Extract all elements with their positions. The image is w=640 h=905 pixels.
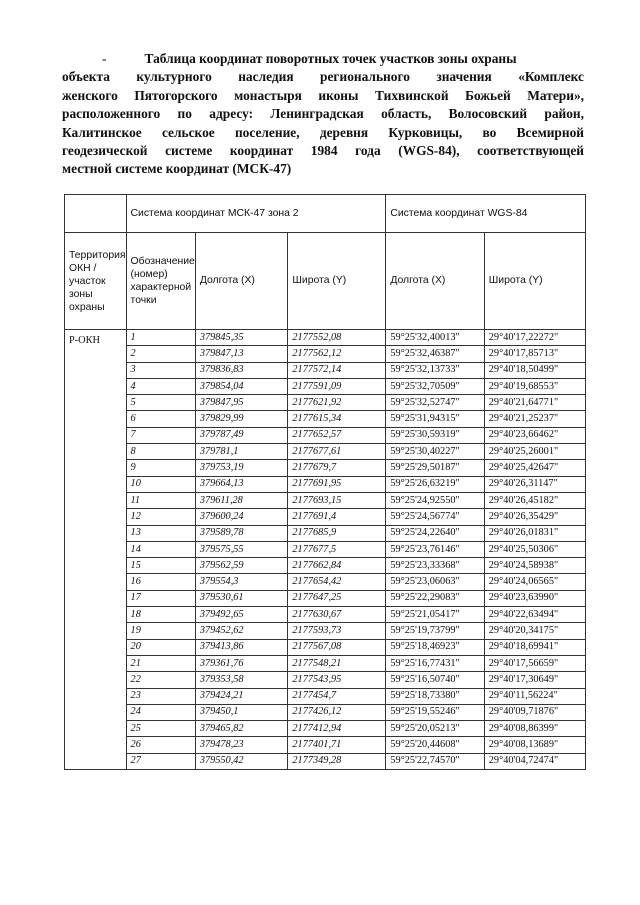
msk-y-cell: 2177662,84 bbox=[288, 558, 386, 574]
msk-y-cell: 2177621,92 bbox=[288, 395, 386, 411]
point-number-cell: 11 bbox=[126, 492, 195, 508]
wgs-x-cell: 59°25'32,52747" bbox=[386, 395, 484, 411]
table-row bbox=[65, 525, 586, 541]
point-number-cell: 15 bbox=[126, 558, 195, 574]
msk-x-cell: 379664,13 bbox=[195, 476, 288, 492]
msk-x-cell: 379611,28 bbox=[195, 492, 288, 508]
wgs-y-cell: 29°40'08,86399" bbox=[484, 721, 585, 737]
wgs-y-cell: 29°40'24,06565" bbox=[484, 574, 585, 590]
msk-x-cell: 379550,42 bbox=[195, 753, 288, 769]
msk-y-cell: 2177548,21 bbox=[288, 655, 386, 671]
point-number-cell: 16 bbox=[126, 574, 195, 590]
heading-line-5: Калитинское сельское поселение, деревня Курковицы, во Всемирной bbox=[62, 124, 584, 140]
wgs-x-cell: 59°25'23,06063" bbox=[386, 574, 484, 590]
msk-x-cell: 379845,35 bbox=[195, 330, 288, 346]
table-row bbox=[65, 476, 586, 492]
wgs-x-cell: 59°25'31,94315" bbox=[386, 411, 484, 427]
msk-x-cell: 379530,61 bbox=[195, 590, 288, 606]
wgs-y-cell: 29°40'25,50306" bbox=[484, 541, 585, 557]
wgs-y-cell: 29°40'11,56224" bbox=[484, 688, 585, 704]
msk-x-cell: 379361,76 bbox=[195, 655, 288, 671]
wgs-y-cell: 29°40'25,26001" bbox=[484, 444, 585, 460]
table-row bbox=[65, 737, 586, 753]
wgs-y-cell: 29°40'23,66462" bbox=[484, 427, 585, 443]
msk-y-cell: 2177543,95 bbox=[288, 672, 386, 688]
wgs-y-cell: 29°40'23,63990" bbox=[484, 590, 585, 606]
table-group-header-row bbox=[65, 195, 586, 233]
point-number-cell: 13 bbox=[126, 525, 195, 541]
msk-y-cell: 2177691,4 bbox=[288, 509, 386, 525]
table-row bbox=[65, 672, 586, 688]
msk-y-cell: 2177647,25 bbox=[288, 590, 386, 606]
heading-line-2: объекта культурного наследия регионального значения «Комплекс bbox=[62, 69, 584, 85]
msk-y-cell: 2177652,57 bbox=[288, 427, 386, 443]
msk-x-cell: 379450,1 bbox=[195, 704, 288, 720]
msk-x-cell: 379478,23 bbox=[195, 737, 288, 753]
wgs-x-cell: 59°25'22,29083" bbox=[386, 590, 484, 606]
wgs-y-cell: 29°40'26,31147" bbox=[484, 476, 585, 492]
territory-cell: Р-ОКН bbox=[65, 330, 127, 770]
table-row bbox=[65, 509, 586, 525]
wgs-y-cell: 29°40'26,45182" bbox=[484, 492, 585, 508]
col-header-msk-x: Долгота (X) bbox=[195, 233, 288, 330]
msk-x-cell: 379492,65 bbox=[195, 607, 288, 623]
table-row bbox=[65, 655, 586, 671]
point-number-cell: 17 bbox=[126, 590, 195, 606]
table-row bbox=[65, 753, 586, 769]
msk-y-cell: 2177572,14 bbox=[288, 362, 386, 378]
msk-y-cell: 2177677,5 bbox=[288, 541, 386, 557]
wgs-x-cell: 59°25'23,76146" bbox=[386, 541, 484, 557]
msk-y-cell: 2177693,15 bbox=[288, 492, 386, 508]
msk-x-cell: 379452,62 bbox=[195, 623, 288, 639]
wgs-y-cell: 29°40'18,50499" bbox=[484, 362, 585, 378]
wgs-x-cell: 59°25'16,50740" bbox=[386, 672, 484, 688]
table-column-header-row bbox=[65, 233, 586, 330]
table-row bbox=[65, 444, 586, 460]
wgs-x-cell: 59°25'19,73799" bbox=[386, 623, 484, 639]
table-row bbox=[65, 704, 586, 720]
heading-line-4: расположенного по адресу: Ленинградская область, Волосовский район, bbox=[62, 106, 584, 122]
msk-x-cell: 379554,3 bbox=[195, 574, 288, 590]
wgs-x-cell: 59°25'22,74570" bbox=[386, 753, 484, 769]
table-row bbox=[65, 574, 586, 590]
wgs-y-cell: 29°40'08,13689" bbox=[484, 737, 585, 753]
wgs-y-cell: 29°40'18,69941" bbox=[484, 639, 585, 655]
col-header-wgs-y: Широта (Y) bbox=[484, 233, 585, 330]
point-number-cell: 25 bbox=[126, 721, 195, 737]
wgs-x-cell: 59°25'29,50187" bbox=[386, 460, 484, 476]
wgs-y-cell: 29°40'09,71876" bbox=[484, 704, 585, 720]
table-row bbox=[65, 623, 586, 639]
table-row bbox=[65, 688, 586, 704]
wgs-x-cell: 59°25'21,05417" bbox=[386, 607, 484, 623]
point-number-cell: 1 bbox=[126, 330, 195, 346]
col-header-territory: Территория ОКН / участок зоны охраны bbox=[65, 233, 127, 330]
point-number-cell: 27 bbox=[126, 753, 195, 769]
point-number-cell: 9 bbox=[126, 460, 195, 476]
wgs-x-cell: 59°25'32,70509" bbox=[386, 378, 484, 394]
msk-y-cell: 2177691,95 bbox=[288, 476, 386, 492]
document-heading bbox=[62, 50, 584, 179]
wgs-y-cell: 29°40'21,64771" bbox=[484, 395, 585, 411]
wgs-y-cell: 29°40'22,63494" bbox=[484, 607, 585, 623]
heading-line-3: женского Пятогорского монастыря иконы Тихвинской Божьей Матери», bbox=[62, 87, 584, 103]
msk-y-cell: 2177349,28 bbox=[288, 753, 386, 769]
msk-x-cell: 379589,78 bbox=[195, 525, 288, 541]
col-header-wgs-x: Долгота (X) bbox=[386, 233, 484, 330]
point-number-cell: 14 bbox=[126, 541, 195, 557]
wgs-y-cell: 29°40'04,72474" bbox=[484, 753, 585, 769]
point-number-cell: 3 bbox=[126, 362, 195, 378]
wgs-y-cell: 29°40'20,34175" bbox=[484, 623, 585, 639]
msk-y-cell: 2177679,7 bbox=[288, 460, 386, 476]
wgs-y-cell: 29°40'17,56659" bbox=[484, 655, 585, 671]
msk-y-cell: 2177412,94 bbox=[288, 721, 386, 737]
wgs-y-cell: 29°40'26,35429" bbox=[484, 509, 585, 525]
table-row bbox=[65, 639, 586, 655]
point-number-cell: 4 bbox=[126, 378, 195, 394]
wgs-y-cell: 29°40'17,85713" bbox=[484, 346, 585, 362]
group-header-msk: Система координат МСК-47 зона 2 bbox=[126, 195, 386, 233]
msk-x-cell: 379847,13 bbox=[195, 346, 288, 362]
table-row bbox=[65, 590, 586, 606]
msk-y-cell: 2177426,12 bbox=[288, 704, 386, 720]
col-header-point: Обозначение (номер) характерной точки bbox=[126, 233, 195, 330]
table-row bbox=[65, 541, 586, 557]
msk-y-cell: 2177562,12 bbox=[288, 346, 386, 362]
table-row bbox=[65, 558, 586, 574]
msk-x-cell: 379781,1 bbox=[195, 444, 288, 460]
table-row bbox=[65, 362, 586, 378]
msk-x-cell: 379424,21 bbox=[195, 688, 288, 704]
table-row bbox=[65, 395, 586, 411]
table-row bbox=[65, 411, 586, 427]
msk-y-cell: 2177401,71 bbox=[288, 737, 386, 753]
msk-x-cell: 379854,04 bbox=[195, 378, 288, 394]
table-row bbox=[65, 721, 586, 737]
wgs-x-cell: 59°25'18,46923" bbox=[386, 639, 484, 655]
msk-x-cell: 379562,59 bbox=[195, 558, 288, 574]
msk-x-cell: 379847,95 bbox=[195, 395, 288, 411]
wgs-y-cell: 29°40'21,25237" bbox=[484, 411, 585, 427]
msk-y-cell: 2177654,42 bbox=[288, 574, 386, 590]
wgs-x-cell: 59°25'24,92550" bbox=[386, 492, 484, 508]
table-row bbox=[65, 607, 586, 623]
wgs-x-cell: 59°25'16,77431" bbox=[386, 655, 484, 671]
coordinates-table bbox=[64, 194, 586, 770]
msk-y-cell: 2177615,34 bbox=[288, 411, 386, 427]
col-header-msk-y: Широта (Y) bbox=[288, 233, 386, 330]
point-number-cell: 22 bbox=[126, 672, 195, 688]
table-row bbox=[65, 492, 586, 508]
heading-line-7: местной системе координат (МСК-47) bbox=[62, 161, 292, 177]
msk-x-cell: 379753,19 bbox=[195, 460, 288, 476]
wgs-y-cell: 29°40'19,68553" bbox=[484, 378, 585, 394]
heading-dash: - bbox=[102, 51, 107, 66]
wgs-y-cell: 29°40'25,42647" bbox=[484, 460, 585, 476]
table-row bbox=[65, 427, 586, 443]
wgs-x-cell: 59°25'30,40227" bbox=[386, 444, 484, 460]
msk-y-cell: 2177630,67 bbox=[288, 607, 386, 623]
point-number-cell: 21 bbox=[126, 655, 195, 671]
msk-x-cell: 379787,49 bbox=[195, 427, 288, 443]
table-row bbox=[65, 378, 586, 394]
wgs-x-cell: 59°25'26,63219" bbox=[386, 476, 484, 492]
wgs-x-cell: 59°25'23,33368" bbox=[386, 558, 484, 574]
wgs-x-cell: 59°25'20,05213" bbox=[386, 721, 484, 737]
point-number-cell: 26 bbox=[126, 737, 195, 753]
wgs-x-cell: 59°25'32,40013" bbox=[386, 330, 484, 346]
msk-y-cell: 2177552,08 bbox=[288, 330, 386, 346]
wgs-y-cell: 29°40'24,58938" bbox=[484, 558, 585, 574]
wgs-x-cell: 59°25'24,22640" bbox=[386, 525, 484, 541]
msk-x-cell: 379413,86 bbox=[195, 639, 288, 655]
point-number-cell: 19 bbox=[126, 623, 195, 639]
msk-x-cell: 379600,24 bbox=[195, 509, 288, 525]
msk-y-cell: 2177567,08 bbox=[288, 639, 386, 655]
msk-y-cell: 2177591,09 bbox=[288, 378, 386, 394]
point-number-cell: 5 bbox=[126, 395, 195, 411]
wgs-y-cell: 29°40'17,30649" bbox=[484, 672, 585, 688]
group-header-wgs: Система координат WGS-84 bbox=[386, 195, 586, 233]
point-number-cell: 7 bbox=[126, 427, 195, 443]
point-number-cell: 10 bbox=[126, 476, 195, 492]
table-row bbox=[65, 460, 586, 476]
point-number-cell: 8 bbox=[126, 444, 195, 460]
wgs-x-cell: 59°25'32,46387" bbox=[386, 346, 484, 362]
wgs-x-cell: 59°25'24,56774" bbox=[386, 509, 484, 525]
msk-x-cell: 379836,83 bbox=[195, 362, 288, 378]
table-row bbox=[65, 330, 586, 346]
wgs-x-cell: 59°25'18,73380" bbox=[386, 688, 484, 704]
heading-line-1 bbox=[62, 50, 584, 68]
point-number-cell: 12 bbox=[126, 509, 195, 525]
msk-x-cell: 379465,82 bbox=[195, 721, 288, 737]
wgs-x-cell: 59°25'30,59319" bbox=[386, 427, 484, 443]
wgs-x-cell: 59°25'20,44608" bbox=[386, 737, 484, 753]
msk-y-cell: 2177593,73 bbox=[288, 623, 386, 639]
heading-title: Таблица координат поворотных точек участков зоны охраны bbox=[144, 51, 517, 66]
wgs-y-cell: 29°40'17,22272" bbox=[484, 330, 585, 346]
empty-corner-cell bbox=[65, 195, 127, 233]
table-row bbox=[65, 346, 586, 362]
point-number-cell: 20 bbox=[126, 639, 195, 655]
msk-x-cell: 379575,55 bbox=[195, 541, 288, 557]
point-number-cell: 18 bbox=[126, 607, 195, 623]
point-number-cell: 23 bbox=[126, 688, 195, 704]
point-number-cell: 24 bbox=[126, 704, 195, 720]
point-number-cell: 6 bbox=[126, 411, 195, 427]
msk-y-cell: 2177685,9 bbox=[288, 525, 386, 541]
point-number-cell: 2 bbox=[126, 346, 195, 362]
wgs-x-cell: 59°25'19,55246" bbox=[386, 704, 484, 720]
msk-y-cell: 2177454,7 bbox=[288, 688, 386, 704]
msk-y-cell: 2177677,61 bbox=[288, 444, 386, 460]
msk-x-cell: 379829,99 bbox=[195, 411, 288, 427]
msk-x-cell: 379353,58 bbox=[195, 672, 288, 688]
wgs-y-cell: 29°40'26,01831" bbox=[484, 525, 585, 541]
heading-line-6: геодезической системе координат 1984 года (WGS-84), соответствующей bbox=[62, 143, 584, 159]
wgs-x-cell: 59°25'32,13733" bbox=[386, 362, 484, 378]
